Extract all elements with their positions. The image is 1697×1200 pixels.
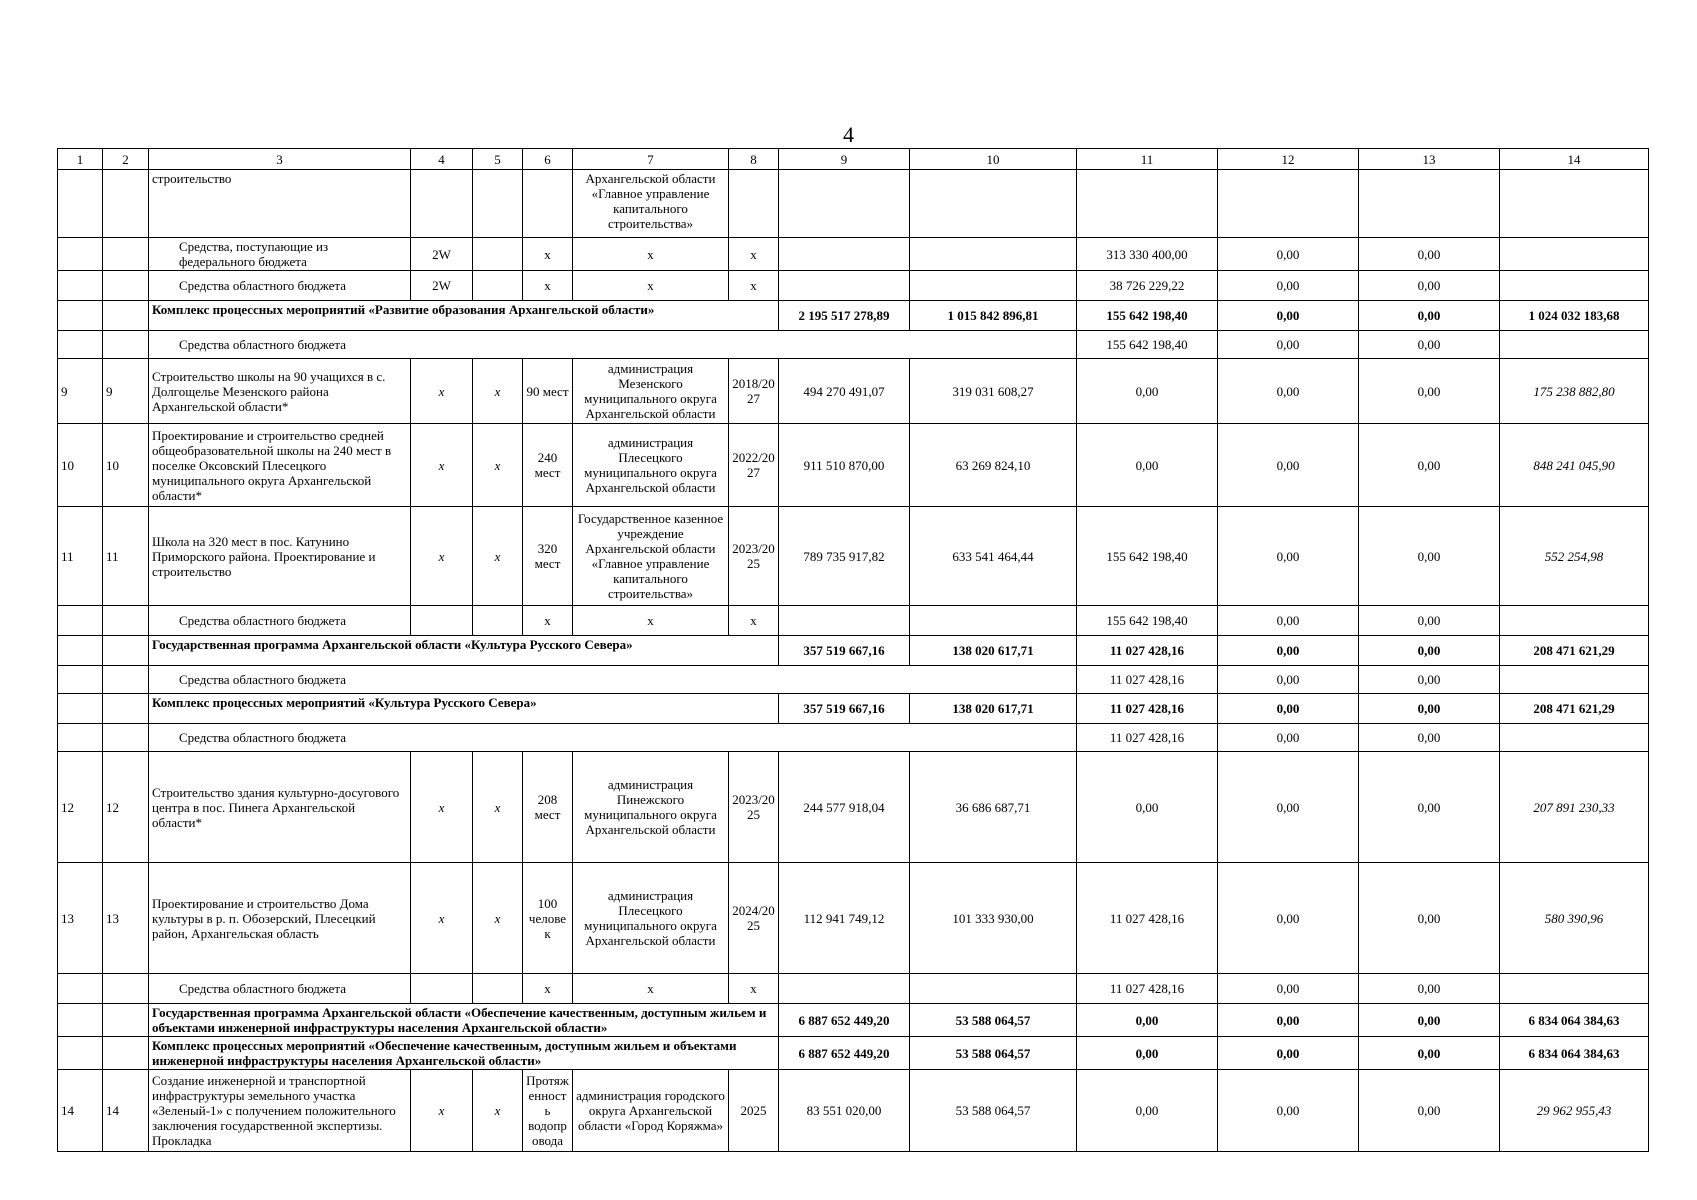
empty-cell bbox=[729, 170, 779, 238]
cell-col-10: 138 020 617,71 bbox=[910, 694, 1077, 724]
cell-col-14: 6 834 064 384,63 bbox=[1500, 1037, 1649, 1070]
cell-col-9 bbox=[779, 238, 910, 271]
cell-col-7: х bbox=[573, 974, 729, 1004]
column-number: 1 bbox=[58, 149, 103, 170]
cell-col-9: 6 887 652 449,20 bbox=[779, 1037, 910, 1070]
cell-col-11: 38 726 229,22 bbox=[1077, 271, 1218, 301]
cell-col-3: Государственная программа Архангельской области «Обеспечение качественным, доступным жильем и объектами инженерной инфраструктуры населения Архангельской области» bbox=[149, 1004, 779, 1037]
cell-col-13: 0,00 bbox=[1359, 1037, 1500, 1070]
cell-col-10: 53 588 064,57 bbox=[910, 1070, 1077, 1152]
cell-col-12: 0,00 bbox=[1218, 238, 1359, 271]
cell-col-9: 2 195 517 278,89 bbox=[779, 301, 910, 331]
cell-col-7: администрация городского округа Архангельской области «Город Коряжма» bbox=[573, 1070, 729, 1152]
cell-col-2: 14 bbox=[103, 1070, 149, 1152]
empty-cell bbox=[1218, 170, 1359, 238]
cell-col-1: 9 bbox=[58, 359, 103, 424]
cell-col-3: Создание инженерной и транспортной инфраструктуры земельного участка «Зеленый-1» с получением положительного заключения государственной экспертизы. Прокладка bbox=[149, 1070, 411, 1152]
cell-col-9: 112 941 749,12 bbox=[779, 863, 910, 974]
column-number: 10 bbox=[910, 149, 1077, 170]
funding-row bbox=[58, 238, 1649, 271]
cell-col-11: 313 330 400,00 bbox=[1077, 238, 1218, 271]
section-row bbox=[58, 694, 1649, 724]
empty-cell bbox=[58, 1037, 103, 1070]
empty-cell bbox=[473, 271, 523, 301]
column-number: 3 bbox=[149, 149, 411, 170]
cell-col-13: 0,00 bbox=[1359, 1070, 1500, 1152]
funding-row bbox=[58, 974, 1649, 1004]
cell-col-4: х bbox=[411, 359, 473, 424]
empty-cell bbox=[1077, 170, 1218, 238]
empty-cell bbox=[473, 606, 523, 636]
empty-cell bbox=[1500, 170, 1649, 238]
cell-col-8: х bbox=[729, 271, 779, 301]
cell-col-11: 0,00 bbox=[1077, 1070, 1218, 1152]
cell-col-14 bbox=[1500, 974, 1649, 1004]
empty-cell bbox=[411, 170, 473, 238]
cell-col-11: 0,00 bbox=[1077, 752, 1218, 863]
cell-col-10 bbox=[910, 271, 1077, 301]
cell-col-11: 155 642 198,40 bbox=[1077, 301, 1218, 331]
cell-col-8: 2023/2025 bbox=[729, 507, 779, 606]
cell-col-3: Средства областного бюджета bbox=[149, 666, 1077, 694]
cell-col-3: Проектирование и строительство средней общеобразовательной школы на 240 мест в поселке Оксовский Плесецкого муниципального округа Архангельской области* bbox=[149, 424, 411, 507]
cell-col-4: х bbox=[411, 752, 473, 863]
cell-col-9: 789 735 917,82 bbox=[779, 507, 910, 606]
empty-cell bbox=[58, 238, 103, 271]
page-number: 4 bbox=[843, 122, 854, 147]
cell-col-5: х bbox=[473, 1070, 523, 1152]
empty-cell bbox=[473, 170, 523, 238]
column-number: 8 bbox=[729, 149, 779, 170]
cell-col-11: 0,00 bbox=[1077, 424, 1218, 507]
cell-col-6: х bbox=[523, 974, 573, 1004]
empty-cell bbox=[103, 666, 149, 694]
section-row bbox=[58, 1037, 1649, 1070]
cell-col-14: 6 834 064 384,63 bbox=[1500, 1004, 1649, 1037]
cell-col-14 bbox=[1500, 238, 1649, 271]
cell-col-10: 63 269 824,10 bbox=[910, 424, 1077, 507]
empty-cell bbox=[103, 238, 149, 271]
cell-col-12: 0,00 bbox=[1218, 724, 1359, 752]
table-row bbox=[58, 170, 1649, 238]
cell-col-1: 12 bbox=[58, 752, 103, 863]
cell-col-9: 911 510 870,00 bbox=[779, 424, 910, 507]
cell-col-12: 0,00 bbox=[1218, 694, 1359, 724]
cell-col-7: администрация Плесецкого муниципального округа Архангельской области bbox=[573, 863, 729, 974]
cell-col-9 bbox=[779, 271, 910, 301]
cell-col-10: 138 020 617,71 bbox=[910, 636, 1077, 666]
cell-col-10 bbox=[910, 974, 1077, 1004]
cell-col-7: х bbox=[573, 606, 729, 636]
cell-col-14: 29 962 955,43 bbox=[1500, 1070, 1649, 1152]
empty-cell bbox=[58, 331, 103, 359]
cell-col-13: 0,00 bbox=[1359, 636, 1500, 666]
empty-cell bbox=[103, 694, 149, 724]
cell-col-3: Средства областного бюджета bbox=[149, 606, 411, 636]
table-row bbox=[58, 359, 1649, 424]
cell-col-14: 207 891 230,33 bbox=[1500, 752, 1649, 863]
cell-col-4 bbox=[411, 974, 473, 1004]
cell-col-6: 100 человек bbox=[523, 863, 573, 974]
cell-col-8: 2023/2025 bbox=[729, 752, 779, 863]
cell-col-13: 0,00 bbox=[1359, 507, 1500, 606]
cell-col-12: 0,00 bbox=[1218, 1004, 1359, 1037]
table-row bbox=[58, 507, 1649, 606]
cell-col-13: 0,00 bbox=[1359, 752, 1500, 863]
empty-cell bbox=[103, 1004, 149, 1037]
cell-col-4: х bbox=[411, 424, 473, 507]
empty-cell bbox=[103, 271, 149, 301]
cell-col-12: 0,00 bbox=[1218, 271, 1359, 301]
column-number: 13 bbox=[1359, 149, 1500, 170]
cell-col-13: 0,00 bbox=[1359, 331, 1500, 359]
cell-col-11: 155 642 198,40 bbox=[1077, 507, 1218, 606]
cell-col-1: 10 bbox=[58, 424, 103, 507]
empty-cell bbox=[58, 606, 103, 636]
cell-col-7: администрация Мезенского муниципального округа Архангельской области bbox=[573, 359, 729, 424]
cell-col-5: х bbox=[473, 863, 523, 974]
empty-cell bbox=[103, 331, 149, 359]
cell-col-2: 9 bbox=[103, 359, 149, 424]
column-number: 7 bbox=[573, 149, 729, 170]
cell-col-6: 320 мест bbox=[523, 507, 573, 606]
cell-col-14 bbox=[1500, 606, 1649, 636]
cell-col-9 bbox=[779, 606, 910, 636]
cell-col-3: Строительство школы на 90 учащихся в с. Долгощелье Мезенского района Архангельской области* bbox=[149, 359, 411, 424]
cell-col-4: х bbox=[411, 1070, 473, 1152]
cell-col-10: 633 541 464,44 bbox=[910, 507, 1077, 606]
cell-col-11: 11 027 428,16 bbox=[1077, 724, 1218, 752]
cell-col-9: 357 519 667,16 bbox=[779, 694, 910, 724]
empty-cell bbox=[58, 694, 103, 724]
section-row bbox=[58, 1004, 1649, 1037]
cell-col-9: 6 887 652 449,20 bbox=[779, 1004, 910, 1037]
cell-col-3: Строительство здания культурно-досугового центра в пос. Пинега Архангельской области* bbox=[149, 752, 411, 863]
cell-col-12: 0,00 bbox=[1218, 1070, 1359, 1152]
empty-cell bbox=[473, 974, 523, 1004]
cell-col-10: 101 333 930,00 bbox=[910, 863, 1077, 974]
cell-col-6: х bbox=[523, 271, 573, 301]
cell-col-3: Средства, поступающие из федерального бюджета bbox=[149, 238, 411, 271]
empty-cell bbox=[58, 666, 103, 694]
cell-col-1: 14 bbox=[58, 1070, 103, 1152]
cell-col-12: 0,00 bbox=[1218, 301, 1359, 331]
table-row bbox=[58, 863, 1649, 974]
empty-cell bbox=[58, 636, 103, 666]
empty-cell bbox=[103, 724, 149, 752]
cell-col-6: Протяженность водопровода bbox=[523, 1070, 573, 1152]
cell-col-3: Средства областного бюджета bbox=[149, 974, 411, 1004]
cell-col-14: 580 390,96 bbox=[1500, 863, 1649, 974]
cell-col-11: 11 027 428,16 bbox=[1077, 974, 1218, 1004]
cell-col-11: 0,00 bbox=[1077, 1004, 1218, 1037]
cell-col-4: х bbox=[411, 863, 473, 974]
cell-col-13: 0,00 bbox=[1359, 863, 1500, 974]
cell-col-10: 319 031 608,27 bbox=[910, 359, 1077, 424]
cell-col-9: 357 519 667,16 bbox=[779, 636, 910, 666]
cell-col-10: 1 015 842 896,81 bbox=[910, 301, 1077, 331]
cell-col-14: 175 238 882,80 bbox=[1500, 359, 1649, 424]
cell-col-13: 0,00 bbox=[1359, 606, 1500, 636]
cell-col-11: 155 642 198,40 bbox=[1077, 606, 1218, 636]
empty-cell bbox=[1500, 331, 1649, 359]
column-number: 14 bbox=[1500, 149, 1649, 170]
cell-col-6: х bbox=[523, 606, 573, 636]
cell-col-13: 0,00 bbox=[1359, 359, 1500, 424]
cell-col-7: х bbox=[573, 271, 729, 301]
cell-col-7: Государственное казенное учреждение Архангельской области «Главное управление капитального строительства» bbox=[573, 507, 729, 606]
cell-col-4: 2W bbox=[411, 238, 473, 271]
cell-col-4 bbox=[411, 606, 473, 636]
cell-col-6: 240 мест bbox=[523, 424, 573, 507]
table-row bbox=[58, 752, 1649, 863]
cell-col-5: х bbox=[473, 359, 523, 424]
cell-col-12: 0,00 bbox=[1218, 359, 1359, 424]
cell-col-11: 155 642 198,40 bbox=[1077, 331, 1218, 359]
cell-col-2: 11 bbox=[103, 507, 149, 606]
cell-col-12: 0,00 bbox=[1218, 974, 1359, 1004]
cell-col-13: 0,00 bbox=[1359, 974, 1500, 1004]
column-number: 9 bbox=[779, 149, 910, 170]
column-number-row bbox=[58, 149, 1649, 170]
empty-cell bbox=[910, 170, 1077, 238]
cell-col-6: 208 мест bbox=[523, 752, 573, 863]
section-row bbox=[58, 301, 1649, 331]
cell-col-3: Комплекс процессных мероприятий «Культура Русского Севера» bbox=[149, 694, 779, 724]
cell-col-12: 0,00 bbox=[1218, 424, 1359, 507]
cell-col-12: 0,00 bbox=[1218, 507, 1359, 606]
empty-cell bbox=[523, 170, 573, 238]
cell-col-3: Проектирование и строительство Дома культуры в р. п. Обозерский, Плесецкий район, Архангельская область bbox=[149, 863, 411, 974]
cell-col-11: 0,00 bbox=[1077, 359, 1218, 424]
empty-cell bbox=[58, 974, 103, 1004]
cell-col-14: 208 471 621,29 bbox=[1500, 694, 1649, 724]
section-row bbox=[58, 636, 1649, 666]
cell-col-11: 11 027 428,16 bbox=[1077, 694, 1218, 724]
empty-cell bbox=[58, 1004, 103, 1037]
cell-col-11: 11 027 428,16 bbox=[1077, 636, 1218, 666]
column-number: 6 bbox=[523, 149, 573, 170]
cell-col-3: Средства областного бюджета bbox=[149, 331, 1077, 359]
cell-col-10: 36 686 687,71 bbox=[910, 752, 1077, 863]
cell-col-3: Государственная программа Архангельской области «Культура Русского Севера» bbox=[149, 636, 779, 666]
empty-cell bbox=[1359, 170, 1500, 238]
cell-col-2: 10 bbox=[103, 424, 149, 507]
cell-col-13: 0,00 bbox=[1359, 1004, 1500, 1037]
cell-col-8: х bbox=[729, 606, 779, 636]
cell-col-5: х bbox=[473, 752, 523, 863]
cell-col-9 bbox=[779, 974, 910, 1004]
cell-col-14: 1 024 032 183,68 bbox=[1500, 301, 1649, 331]
cell-col-10 bbox=[910, 606, 1077, 636]
cell-col-10 bbox=[910, 238, 1077, 271]
cell-col-7: х bbox=[573, 238, 729, 271]
table-row bbox=[58, 1070, 1649, 1152]
empty-cell bbox=[1500, 724, 1649, 752]
empty-cell bbox=[103, 974, 149, 1004]
empty-cell bbox=[58, 271, 103, 301]
empty-cell bbox=[103, 606, 149, 636]
cell-col-12: 0,00 bbox=[1218, 606, 1359, 636]
cell-col-12: 0,00 bbox=[1218, 666, 1359, 694]
column-number: 12 bbox=[1218, 149, 1359, 170]
funding-row bbox=[58, 271, 1649, 301]
cell-col-5: х bbox=[473, 424, 523, 507]
column-number: 5 bbox=[473, 149, 523, 170]
cell-col-9: 244 577 918,04 bbox=[779, 752, 910, 863]
cell-col-11: 11 027 428,16 bbox=[1077, 863, 1218, 974]
cell-col-8: 2018/2027 bbox=[729, 359, 779, 424]
empty-cell bbox=[1500, 666, 1649, 694]
cell-col-13: 0,00 bbox=[1359, 301, 1500, 331]
cell-col-12: 0,00 bbox=[1218, 636, 1359, 666]
cell-col-9: 83 551 020,00 bbox=[779, 1070, 910, 1152]
cell-col-8: 2022/2027 bbox=[729, 424, 779, 507]
empty-cell bbox=[103, 636, 149, 666]
cell-col-3: Средства областного бюджета bbox=[149, 271, 411, 301]
empty-cell bbox=[779, 170, 910, 238]
cell-col-12: 0,00 bbox=[1218, 863, 1359, 974]
cell-col-13: 0,00 bbox=[1359, 666, 1500, 694]
empty-cell bbox=[58, 170, 103, 238]
empty-cell bbox=[58, 724, 103, 752]
column-number: 11 bbox=[1077, 149, 1218, 170]
cell-col-4: 2W bbox=[411, 271, 473, 301]
cell-col-14: 848 241 045,90 bbox=[1500, 424, 1649, 507]
empty-cell bbox=[103, 170, 149, 238]
empty-cell bbox=[103, 301, 149, 331]
cell-col-13: 0,00 bbox=[1359, 694, 1500, 724]
cell-col-13: 0,00 bbox=[1359, 424, 1500, 507]
cell-col-7: администрация Плесецкого муниципального округа Архангельской области bbox=[573, 424, 729, 507]
empty-cell bbox=[103, 1037, 149, 1070]
funding-row bbox=[58, 331, 1649, 359]
cell-col-5: х bbox=[473, 507, 523, 606]
funding-row bbox=[58, 666, 1649, 694]
empty-cell bbox=[58, 301, 103, 331]
cell-col-6: 90 мест bbox=[523, 359, 573, 424]
cell-col-3: Средства областного бюджета bbox=[149, 724, 1077, 752]
cell-col-10: 53 588 064,57 bbox=[910, 1037, 1077, 1070]
investment-table bbox=[57, 148, 1649, 1152]
cell-col-13: 0,00 bbox=[1359, 238, 1500, 271]
cell-col-13: 0,00 bbox=[1359, 724, 1500, 752]
cell-col-2: 12 bbox=[103, 752, 149, 863]
funding-row bbox=[58, 606, 1649, 636]
cell-col-14 bbox=[1500, 271, 1649, 301]
cell-col-11: 0,00 bbox=[1077, 1037, 1218, 1070]
cell-col-1: 13 bbox=[58, 863, 103, 974]
cell-col-9: 494 270 491,07 bbox=[779, 359, 910, 424]
column-number: 4 bbox=[411, 149, 473, 170]
cell-col-3: строительство bbox=[149, 170, 411, 238]
cell-col-4: х bbox=[411, 507, 473, 606]
table-row bbox=[58, 424, 1649, 507]
cell-col-12: 0,00 bbox=[1218, 331, 1359, 359]
cell-col-7: Архангельской области «Главное управление капитального строительства» bbox=[573, 170, 729, 238]
cell-col-8: 2025 bbox=[729, 1070, 779, 1152]
cell-col-12: 0,00 bbox=[1218, 1037, 1359, 1070]
cell-col-12: 0,00 bbox=[1218, 752, 1359, 863]
cell-col-13: 0,00 bbox=[1359, 271, 1500, 301]
cell-col-14: 552 254,98 bbox=[1500, 507, 1649, 606]
cell-col-3: Комплекс процессных мероприятий «Развитие образования Архангельской области» bbox=[149, 301, 779, 331]
cell-col-8: х bbox=[729, 974, 779, 1004]
cell-col-1: 11 bbox=[58, 507, 103, 606]
cell-col-7: администрация Пинежского муниципального округа Архангельской области bbox=[573, 752, 729, 863]
cell-col-3: Школа на 320 мест в пос. Катунино Приморского района. Проектирование и строительство bbox=[149, 507, 411, 606]
cell-col-3: Комплекс процессных мероприятий «Обеспечение качественным, доступным жильем и объектами инженерной инфраструктуры населения Архангельской области» bbox=[149, 1037, 779, 1070]
cell-col-6: х bbox=[523, 238, 573, 271]
empty-cell bbox=[473, 238, 523, 271]
column-number: 2 bbox=[103, 149, 149, 170]
cell-col-14: 208 471 621,29 bbox=[1500, 636, 1649, 666]
cell-col-2: 13 bbox=[103, 863, 149, 974]
cell-col-8: х bbox=[729, 238, 779, 271]
funding-row bbox=[58, 724, 1649, 752]
cell-col-10: 53 588 064,57 bbox=[910, 1004, 1077, 1037]
cell-col-8: 2024/2025 bbox=[729, 863, 779, 974]
cell-col-11: 11 027 428,16 bbox=[1077, 666, 1218, 694]
